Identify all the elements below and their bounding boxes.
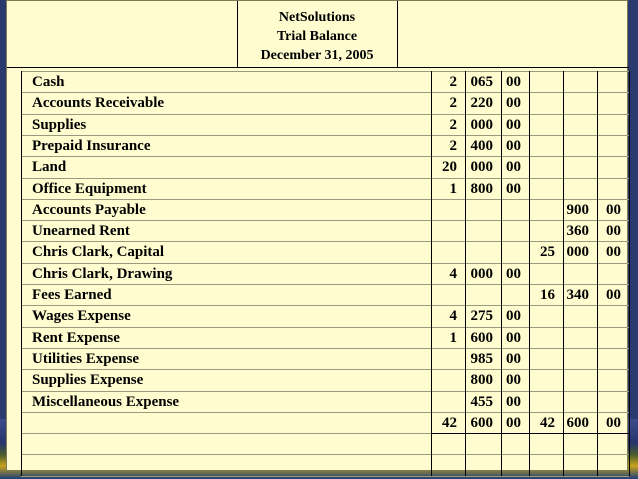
debit-amount: 1 <box>449 329 457 346</box>
debit-amount: 600 <box>470 329 493 346</box>
report-title: Trial Balance <box>276 29 358 44</box>
column-rule <box>465 71 466 476</box>
debit-amount: 985 <box>470 350 493 367</box>
credit-amount: 900 <box>566 201 589 218</box>
company-name: NetSolutions <box>278 10 356 25</box>
account-name: Land <box>32 159 67 176</box>
credit-amount: 000 <box>566 244 589 261</box>
debit-amount: 065 <box>470 74 493 90</box>
column-rule <box>501 71 502 476</box>
credit-amount: 25 <box>540 244 555 261</box>
account-name: Accounts Receivable <box>32 95 165 112</box>
header-rule <box>7 67 629 68</box>
row-rule <box>21 476 629 477</box>
debit-amount: 00 <box>506 116 521 133</box>
account-name: Supplies <box>32 116 87 133</box>
credit-amount: 00 <box>606 201 621 218</box>
account-name: Office Equipment <box>32 180 147 197</box>
total-credit: 00 <box>606 414 621 431</box>
debit-amount: 00 <box>506 74 521 90</box>
account-name: Chris Clark, Drawing <box>32 265 173 282</box>
total-debit: 600 <box>470 414 493 431</box>
total-debit: 00 <box>506 414 521 431</box>
report-header <box>237 1 397 67</box>
debit-amount: 00 <box>506 308 521 325</box>
credit-amount: 00 <box>606 244 621 261</box>
credit-amount: 00 <box>606 287 621 303</box>
total-underline-credit <box>529 433 629 434</box>
credit-amount: 00 <box>606 223 621 240</box>
account-name: Supplies Expense <box>32 372 144 389</box>
total-underline-debit <box>431 433 529 434</box>
account-name: Wages Expense <box>32 308 131 325</box>
debit-amount: 220 <box>470 95 493 112</box>
debit-amount: 00 <box>506 180 521 197</box>
debit-amount: 2 <box>449 95 457 112</box>
debit-amount: 2 <box>449 116 457 133</box>
total-debit: 42 <box>442 414 457 431</box>
debit-amount: 4 <box>449 265 457 282</box>
total-credit: 42 <box>540 414 555 431</box>
debit-amount: 00 <box>506 393 521 410</box>
header-right-border <box>397 1 398 67</box>
debit-amount: 00 <box>506 350 521 367</box>
debit-amount: 00 <box>506 329 521 346</box>
row-rule <box>21 454 629 455</box>
debit-amount: 800 <box>470 180 493 197</box>
account-name: Miscellaneous Expense <box>32 393 180 410</box>
account-name: Fees Earned <box>32 287 112 303</box>
account-name: Rent Expense <box>32 329 120 346</box>
debit-amount: 000 <box>470 265 493 282</box>
column-rule <box>597 71 598 476</box>
debit-amount: 400 <box>470 137 493 154</box>
debit-amount: 4 <box>449 308 457 325</box>
column-rule <box>529 71 530 476</box>
debit-amount: 00 <box>506 137 521 154</box>
debit-amount: 20 <box>442 159 457 176</box>
debit-amount: 00 <box>506 372 521 389</box>
account-name: Utilities Expense <box>32 350 140 367</box>
report-date: December 31, 2005 <box>260 48 374 63</box>
debit-amount: 1 <box>449 180 457 197</box>
account-name: Unearned Rent <box>32 223 130 240</box>
debit-amount: 800 <box>470 372 493 389</box>
column-rule <box>563 71 564 476</box>
header-left-border <box>237 1 238 67</box>
debit-amount: 000 <box>470 159 493 176</box>
column-rule <box>629 71 630 476</box>
credit-amount: 360 <box>566 223 589 240</box>
debit-amount: 275 <box>470 308 493 325</box>
account-name: Accounts Payable <box>32 201 146 218</box>
debit-amount: 00 <box>506 159 521 176</box>
column-rule <box>431 71 432 476</box>
account-name: Chris Clark, Capital <box>32 244 165 261</box>
debit-amount: 000 <box>470 116 493 133</box>
debit-amount: 455 <box>470 393 493 410</box>
credit-amount: 16 <box>540 287 555 303</box>
credit-amount: 340 <box>566 287 589 303</box>
debit-amount: 00 <box>506 95 521 112</box>
debit-amount: 00 <box>506 265 521 282</box>
column-rule <box>21 71 22 476</box>
trial-balance-sheet <box>6 0 628 471</box>
account-name: Prepaid Insurance <box>32 137 151 154</box>
debit-amount: 2 <box>449 74 457 90</box>
row-rule <box>21 71 629 72</box>
account-name: Cash <box>32 74 65 90</box>
total-credit: 600 <box>566 414 589 431</box>
debit-amount: 2 <box>449 137 457 154</box>
